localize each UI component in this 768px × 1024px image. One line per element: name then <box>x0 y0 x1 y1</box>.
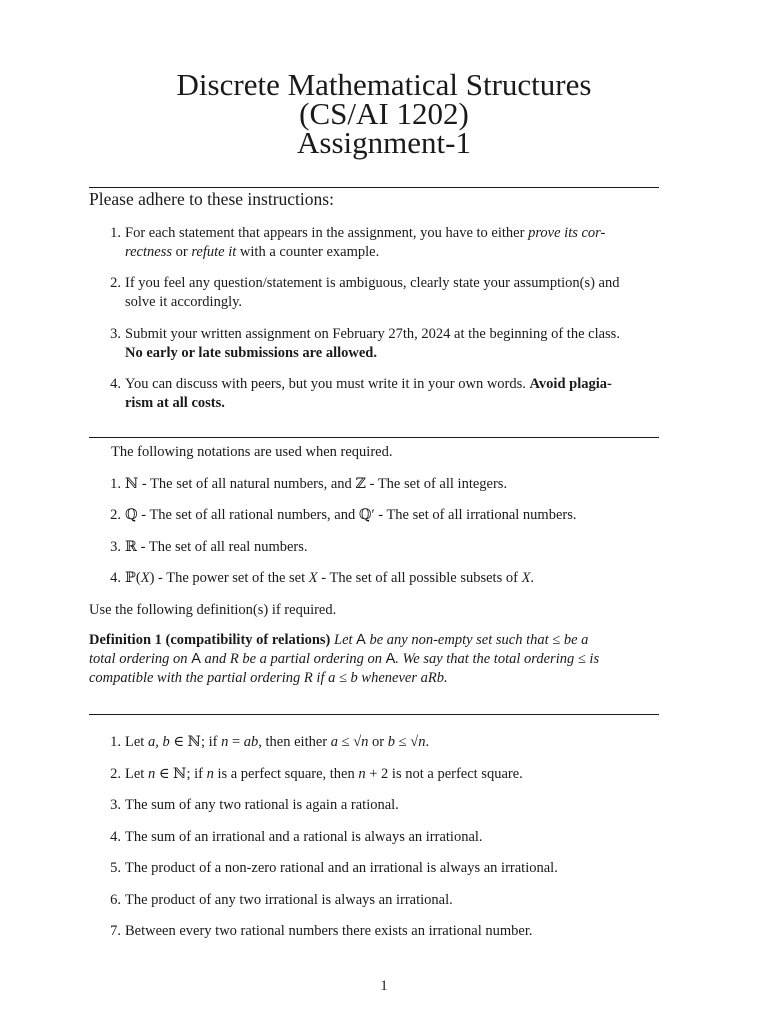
list-number: 1. <box>110 476 121 492</box>
title-assignment: Assignment-1 <box>297 125 471 160</box>
definition-symbol: A <box>356 632 366 648</box>
statement-text: The sum of any two rational is again a rational. <box>125 797 399 813</box>
instruction-text: If you feel any question/statement is ambiguous, clearly state your assumption(s) and <box>125 275 620 291</box>
instruction-bold: Avoid plagia- <box>529 376 612 392</box>
list-number: 5. <box>110 860 121 876</box>
statement-text: The sum of an irrational and a rational is always an irrational. <box>125 829 483 845</box>
definition-text: total ordering on <box>89 651 192 667</box>
notation-text: ℕ - The set of all natural numbers, and ℤ - The set of all integers. <box>125 476 508 492</box>
list-number: 3. <box>110 797 121 813</box>
instruction-text: Submit your written assignment on February 27th, 2024 at the beginning of the class. <box>125 326 620 342</box>
list-number: 4. <box>110 570 121 586</box>
list-number: 4. <box>110 829 121 845</box>
divider <box>89 437 659 438</box>
definition-symbol: A <box>191 651 201 667</box>
list-number: 6. <box>110 892 121 908</box>
notation-text: ℚ - The set of all rational numbers, and ℚ′ - The set of all irrational numbers. <box>125 507 577 523</box>
statement-text: Let a, b ∈ ℕ; if n = ab, then either a ≤ √n or b ≤ √n. <box>125 734 430 750</box>
list-number: 3. <box>110 539 121 555</box>
instruction-emphasis: rectness <box>125 244 172 260</box>
definition-label: Definition 1 (compatibility of relations) <box>89 632 331 648</box>
title-course-name: Discrete Mathematical Structures <box>176 67 592 102</box>
list-number: 4. <box>110 376 121 392</box>
title-course-code: (CS/AI 1202) <box>299 96 469 131</box>
list-number: 1. <box>110 734 121 750</box>
notation-text: ℝ - The set of all real numbers. <box>125 539 308 555</box>
instruction-text: You can discuss with peers, but you must write it in your own words. <box>125 376 530 392</box>
list-number: 2. <box>110 507 121 523</box>
instruction-emphasis: prove its cor- <box>528 225 606 241</box>
divider <box>89 714 659 715</box>
list-number: 2. <box>110 275 121 291</box>
statement-text: The product of a non-zero rational and an irrational is always an irrational. <box>125 860 558 876</box>
instruction-bold: No early or late submissions are allowed. <box>125 345 378 361</box>
instruction-text: For each statement that appears in the assignment, you have to either <box>125 225 529 241</box>
definition-text: Let <box>330 632 357 648</box>
definition-text: be any non-empty set such that ≤ be a <box>365 632 589 648</box>
statement-text: Between every two rational numbers there exists an irrational number. <box>125 923 533 939</box>
instruction-bold: rism at all costs. <box>125 395 225 411</box>
definition-text: and R be a partial ordering on <box>200 651 386 667</box>
definition-text: . We say that the total ordering ≤ is <box>395 651 600 667</box>
definition-block <box>89 631 681 688</box>
instruction-text: or <box>171 244 192 260</box>
definition-text: compatible with the partial ordering R if a ≤ b whenever aRb. <box>89 670 448 686</box>
divider <box>89 187 659 188</box>
instructions-heading: Please adhere to these instructions: <box>89 189 334 209</box>
list-number: 7. <box>110 923 121 939</box>
list-number: 3. <box>110 326 121 342</box>
notations-heading: The following notations are used when required. <box>111 444 393 460</box>
list-number: 2. <box>110 766 121 782</box>
definitions-intro: Use the following definition(s) if required. <box>89 602 337 618</box>
list-number: 1. <box>110 225 121 241</box>
instruction-text: solve it accordingly. <box>125 294 243 310</box>
page-number: 1 <box>380 978 388 994</box>
instruction-emphasis: refute it <box>191 244 237 260</box>
instruction-text: with a counter example. <box>236 244 380 260</box>
document-title <box>0 67 768 160</box>
statement-text: The product of any two irrational is always an irrational. <box>125 892 453 908</box>
definition-symbol: A <box>385 651 396 667</box>
notation-text: ℙ(X) - The power set of the set X - The set of all possible subsets of X. <box>125 570 535 586</box>
statement-text: Let n ∈ ℕ; if n is a perfect square, then n + 2 is not a perfect square. <box>125 766 523 782</box>
